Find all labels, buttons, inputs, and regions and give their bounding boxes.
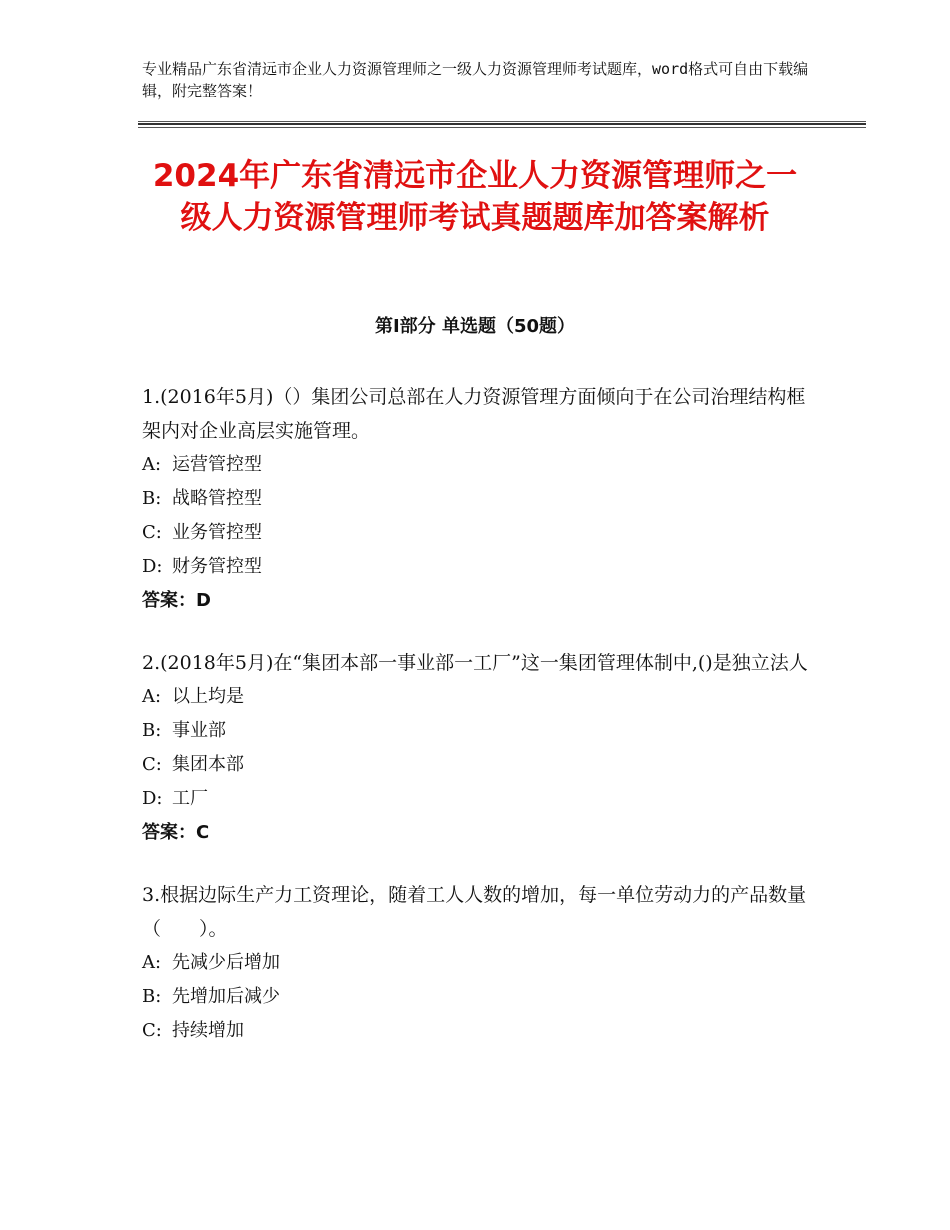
- option-b: [142, 714, 812, 748]
- option-c: [142, 516, 812, 550]
- option-text: 事业部: [172, 720, 226, 741]
- question-list: [142, 380, 812, 1076]
- option-letter: C:: [142, 522, 162, 543]
- option-a: [142, 680, 812, 714]
- option-d: [142, 550, 812, 584]
- option-text: 先增加后减少: [172, 986, 280, 1007]
- option-text: 集团本部: [172, 754, 244, 775]
- question-text: 3.根据边际生产力工资理论，随着工人人数的增加，每一单位劳动力的产品数量（ ）。: [142, 884, 807, 940]
- option-text: 战略管控型: [172, 488, 262, 509]
- option-c: [142, 1014, 812, 1048]
- option-d: [142, 782, 812, 816]
- option-text: 先减少后增加: [172, 952, 280, 973]
- option-letter: A:: [142, 952, 162, 973]
- option-text: 以上均是: [172, 686, 244, 707]
- option-c: [142, 748, 812, 782]
- option-a: [142, 448, 812, 482]
- option-letter: D:: [142, 788, 163, 809]
- option-letter: C:: [142, 1020, 162, 1041]
- section-title: 第Ⅰ部分 单选题（50题）: [374, 316, 575, 337]
- option-b: [142, 482, 812, 516]
- question-text: 2.(2018年5月)在“集团本部一事业部一工厂”这一集团管理体制中,()是独立法人: [142, 652, 808, 674]
- option-text: 运营管控型: [172, 454, 262, 475]
- question-3: [142, 878, 812, 1048]
- option-letter: A:: [142, 454, 162, 475]
- option-text: 持续增加: [172, 1020, 244, 1041]
- document-title: 2024年广东省清远市企业人力资源管理师之一级人力资源管理师考试真题题库加答案解析: [152, 158, 798, 236]
- option-b: [142, 980, 812, 1014]
- answer-line: 答案：D: [142, 590, 211, 611]
- option-letter: B:: [142, 986, 162, 1007]
- option-text: 工厂: [172, 788, 208, 809]
- answer-line: 答案：C: [142, 822, 210, 843]
- header-divider-thin-top: [138, 121, 866, 122]
- question-1: [142, 380, 812, 618]
- option-a: [142, 946, 812, 980]
- question-text: 1.(2016年5月)（）集团公司总部在人力资源管理方面倾向于在公司治理结构框架内对企业高层实施管理。: [142, 386, 806, 442]
- option-text: 业务管控型: [172, 522, 262, 543]
- option-letter: B:: [142, 720, 162, 741]
- option-letter: C:: [142, 754, 162, 775]
- header-note: 专业精品广东省清远市企业人力资源管理师之一级人力资源管理师考试题库，word格式可自由下载编辑，附完整答案！: [142, 60, 809, 100]
- question-2: [142, 646, 812, 850]
- header-divider-thin-bottom: [138, 127, 866, 128]
- header-divider-thick: [138, 123, 866, 125]
- option-letter: A:: [142, 686, 162, 707]
- option-letter: B:: [142, 488, 162, 509]
- option-letter: D:: [142, 556, 163, 577]
- option-text: 财务管控型: [172, 556, 262, 577]
